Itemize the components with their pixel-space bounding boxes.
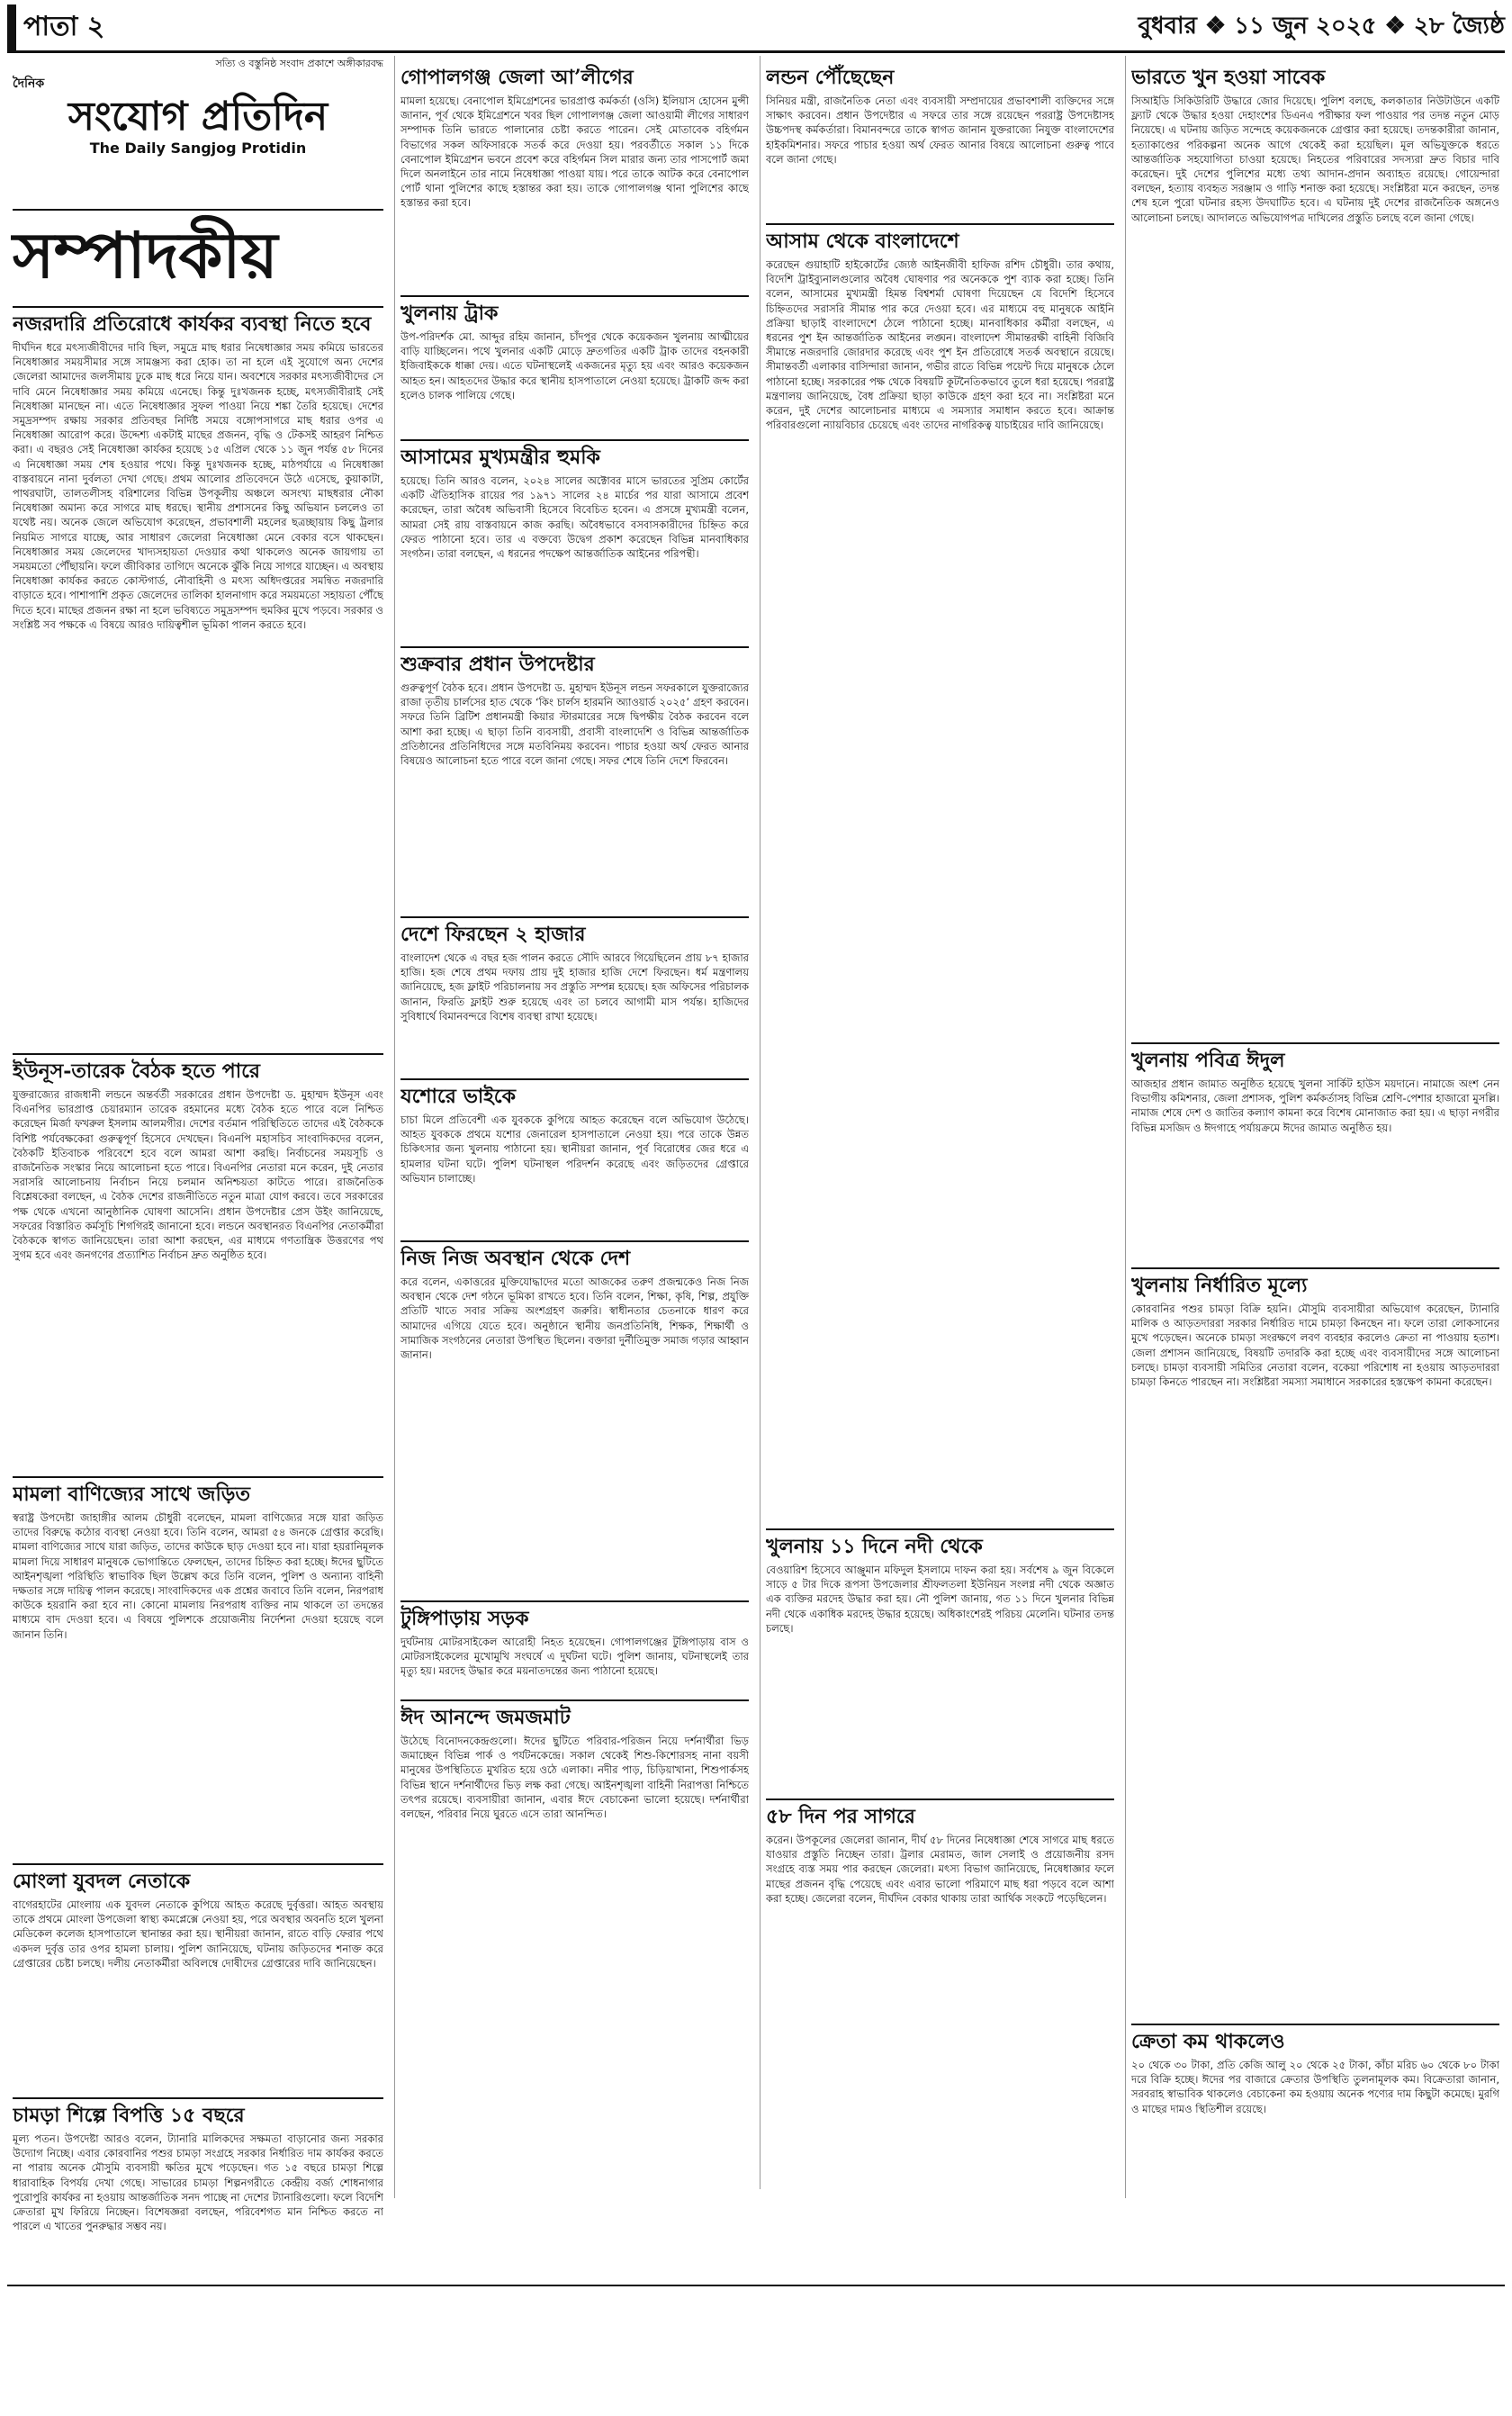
page-header [7, 7, 1505, 47]
article-body: যুক্তরাজ্যের রাজধানী লন্ডনে অন্তর্বর্তী সরকারের প্রধান উপদেষ্টা ড. মুহাম্মদ ইউনূস এবং বিএনপির ভারপ্রাপ্ত চেয়ারম্যান তারেক রহমানের মধ্যে বৈঠক হতে পারে বলে নিশ্চিত করেছেন মির্জা ফখরুল ইসলাম আলমগীর। দেশের বর্তমান পরিস্থিতিতে তাদের এই বৈঠককে বিশিষ্ট পর্যবেক্ষকেরা গুরুত্বপূর্ণ হিসেবে দেখছেন। বিএনপি মহাসচিব সাংবাদিকদের বলেন, বৈঠকটি ইতিবাচক পরিবেশে হবে বলে আমরা আশা করছি। নির্বাচনের সময়সূচি ও রাজনৈতিক সংস্কার নিয়ে আলোচনা হতে পারে। বিএনপির নেতারা মনে করেন, দুই নেতার সরাসরি আলোচনায় নির্বাচন নিয়ে চলমান অনিশ্চয়তা কাটতে পারে। রাজনৈতিক বিশ্লেষকেরা বলছেন, এ বৈঠক দেশের রাজনীতিতে নতুন মাত্রা যোগ করবে। তবে সরকারের পক্ষ থেকে এখনো আনুষ্ঠানিক ঘোষণা আসেনি। প্রধান উপদেষ্টার প্রেস উইং জানিয়েছে, সফরের বিস্তারিত কর্মসূচি শিগগিরই জানানো হবে। লন্ডনে অবস্থানরত বিএনপির নেতাকর্মীরা বৈঠককে স্বাগত জানিয়েছেন। তারা আশা করছেন, এর মাধ্যমে গণতান্ত্রিক উত্তরণের পথ সুগম হবে এবং জনগণের প্রত্যাশিত নির্বাচন দ্রুত অনুষ্ঠিত হবে। [13, 1088, 383, 1262]
article [766, 1793, 1114, 2189]
article [400, 911, 749, 1073]
article-body: চাচা মিলে প্রতিবেশী এক যুবককে কুপিয়ে আহত করেছেন বলে অভিযোগ উঠেছে। আহত যুবককে প্রথমে যশোর জেনারেল হাসপাতালে নেওয়া হয়। পরে তাকে উন্নত চিকিৎসার জন্য খুলনায় পাঠানো হয়। স্থানীয়রা জানান, পূর্ব বিরোধের জের ধরে এ হামলার ঘটনা ঘটে। পুলিশ ঘটনাস্থল পরিদর্শন করেছে এবং জড়িতদের গ্রেপ্তারে অভিযান চালাচ্ছে। [400, 1113, 749, 1185]
article-body: করে বলেন, একাত্তরের মুক্তিযোদ্ধাদের মতো আজকের তরুণ প্রজন্মকেও নিজ নিজ অবস্থান থেকে দেশ গঠনে ভূমিকা রাখতে হবে। তিনি বলেন, শিক্ষা, কৃষি, শিল্প, প্রযুক্তি প্রতিটি খাতে সবার সক্রিয় অংশগ্রহণ জরুরি। স্বাধীনতার চেতনাকে ধারণ করে আমাদের এগিয়ে যেতে হবে। অনুষ্ঠানে স্থানীয় জনপ্রতিনিধি, শিক্ষক, শিক্ষার্থী ও সামাজিক সংগঠনের নেতারা উপস্থিত ছিলেন। বক্তারা দুর্নীতিমুক্ত সমাজ গড়ার আহ্বান জানান। [400, 1276, 749, 1362]
article-body: হয়েছে। তিনি আরও বলেন, ২০২৪ সালের অক্টোবর মাসে ভারতের সুপ্রিম কোর্টের একটি ঐতিহাসিক রায়ের পর ১৯৭১ সালের ২৪ মার্চের পর যারা আসামে প্রবেশ করেছেন, তারা অবৈধ অভিবাসী হিসেবে বিবেচিত হবেন। এ প্রসঙ্গে মুখ্যমন্ত্রী বলেন, আমরা সেই রায় বাস্তবায়নে কাজ করছি। অবৈধভাবে বসবাসকারীদের চিহ্নিত করে ফেরত পাঠানো হবে। তার এ বক্তব্যে উদ্বেগ প্রকাশ করেছেন বিভিন্ন মানবাধিকার সংগঠন। তারা বলছেন, এ ধরনের পদক্ষেপ আন্তর্জাতিক আইনের পরিপন্থী। [400, 474, 749, 561]
article-headline[interactable]: আসামের মুখ্যমন্ত্রীর হুমকি [400, 439, 749, 470]
article [13, 1858, 383, 2092]
article-body: বাংলাদেশ থেকে এ বছর হজ পালন করতে সৌদি আরবে গিয়েছিলেন প্রায় ৮৭ হাজার হাজি। হজ শেষে প্রথম দফায় প্রায় দুই হাজার হাজি দেশে ফিরছেন। ধর্ম মন্ত্রণালয় জানিয়েছে, হজ ফ্লাইট পরিচালনায় সব প্রস্তুতি সম্পন্ন হয়েছে। হজ অফিসের পরিচালক জানান, ফিরতি ফ্লাইট শুরু হয়েছে এবং তা চলবে আগামী মাস পর্যন্ত। হাজিদের সুবিধার্থে বিমানবন্দরে বিশেষ ব্যবস্থা রাখা হয়েছে। [400, 951, 749, 1023]
column-2 [394, 56, 754, 2198]
article-headline[interactable]: শুক্রবার প্রধান উপদেষ্টার [400, 646, 749, 677]
article [400, 56, 749, 290]
article-headline[interactable]: লন্ডন পৌঁছেছেন [766, 66, 895, 89]
masthead-tagline: সত্যি ও বস্তুনিষ্ঠ সংবাদ প্রকাশে অঙ্গীকারবদ্ধ [215, 58, 383, 69]
masthead-english-title: The Daily Sangjog Protidin [89, 140, 307, 157]
article-body: করেন। উপকূলের জেলেরা জানান, দীর্ঘ ৫৮ দিনের নিষেধাজ্ঞা শেষে সাগরে মাছ ধরতে যাওয়ার প্রস্তুতি নিচ্ছেন তারা। ট্রলার মেরামত, জাল সেলাই ও প্রয়োজনীয় রসদ সংগ্রহে ব্যস্ত সময় পার করছেন জেলেরা। মৎস্য বিভাগ জানিয়েছে, নিষেধাজ্ঞার ফলে মাছের প্রজনন বৃদ্ধি পেয়েছে এবং এবার ভালো পরিমাণে মাছ ধরা পড়বে বলে আশা করা হচ্ছে। জেলেরা বলেন, দীর্ঘদিন বেকার থাকায় তারা আর্থিক সংকটে পড়েছিলেন। [766, 1834, 1114, 1905]
article [400, 1235, 749, 1595]
article [400, 641, 749, 911]
article-headline[interactable]: মামলা বাণিজ্যের সাথে জড়িত [13, 1476, 383, 1507]
footer-rule [7, 2285, 1505, 2286]
article-headline[interactable]: ঈদ আনন্দে জমজমাট [400, 1699, 749, 1730]
article-body: দুর্ঘটনায় মোটরসাইকেল আরোহী নিহত হয়েছেন। গোপালগঞ্জের টুঙ্গিপাড়ায় বাস ও মোটরসাইকেলের মুখোমুখি সংঘর্ষে এ দুর্ঘটনা ঘটে। পুলিশ জানায়, ঘটনাস্থলেই তার মৃত্যু হয়। মরদেহ উদ্ধার করে ময়নাতদন্তের জন্য পাঠানো হয়েছে। [400, 1636, 749, 1678]
article-headline[interactable]: টুঙ্গিপাড়ায় সড়ক [400, 1600, 749, 1631]
article [766, 56, 1114, 218]
article-body: করেছেন গুয়াহাটি হাইকোর্টের জ্যেষ্ঠ আইনজীবী হাফিজ রশিদ চৌধুরী। তার কথায়, বিদেশি ট্রাইব্যুনালগুলোর অবৈধ ঘোষণার পর অনেককে পুশ ব্যাক করা হচ্ছে। তিনি বলেন, আসামের মুখ্যমন্ত্রী হিমন্ত বিশ্বশর্মা ঘোষণা দিয়েছেন যে বিদেশি হিসেবে চিহ্নিতদের সরাসরি সীমান্ত পার করে দেওয়া হবে। এর মাধ্যমে বহু মানুষকে আইনি প্রক্রিয়া ছাড়াই বাংলাদেশে ঠেলে পাঠানো হচ্ছে। মানবাধিকার কর্মীরা বলছেন, এ ধরনের পুশ ইন আন্তর্জাতিক আইনের লঙ্ঘন। বাংলাদেশ সীমান্তরক্ষী বাহিনী বিজিবি সীমান্তে নজরদারি জোরদার করেছে এবং পুশ ইন প্রতিরোধে সতর্ক অবস্থানে রয়েছে। সীমান্তবর্তী এলাকার বাসিন্দারা জানান, গভীর রাতে বিভিন্ন পয়েন্ট দিয়ে মানুষকে ঠেলে পাঠানো হচ্ছে। সরকারের পক্ষ থেকে বিষয়টি কূটনৈতিকভাবে তুলে ধরা হয়েছে। পররাষ্ট্র মন্ত্রণালয় জানিয়েছে, বৈধ প্রক্রিয়া ছাড়া কাউকে গ্রহণ করা হবে না। সংশ্লিষ্টরা মনে করেন, দুই দেশের আলোচনার মাধ্যমে এ সমস্যার সমাধান করতে হবে। আক্রান্ত পরিবারগুলো ন্যায়বিচার চেয়েছে এবং তাদের নাগরিকত্ব যাচাইয়ের দাবি জানিয়েছে। [766, 258, 1114, 432]
article [400, 1595, 749, 1694]
article-headline[interactable]: খুলনায় ট্রাক [400, 295, 749, 326]
article-headline[interactable]: খুলনায় পবিত্র ঈদুল [1131, 1042, 1499, 1073]
article [1131, 1037, 1499, 1262]
article-headline[interactable]: নজরদারি প্রতিরোধে কার্যকর ব্যবস্থা নিতে হবে [13, 306, 383, 337]
article-headline[interactable]: গোপালগঞ্জ জেলা আ’লীগের [400, 66, 634, 89]
article-body: স্বরাষ্ট্র উপদেষ্টা জাহাঙ্গীর আলম চৌধুরী বলেছেন, মামলা বাণিজ্যের সঙ্গে যারা জড়িত তাদের বিরুদ্ধে কঠোর ব্যবস্থা নেওয়া হবে। তিনি বলেন, আমরা ৫৪ জনকে গ্রেপ্তার করেছি। মামলা বাণিজ্যের সাথে যারা জড়িত, তাদের কাউকে ছাড় দেওয়া হবে না। যারা হয়রানিমূলক মামলা দিয়ে সাধারণ মানুষকে ভোগান্তিতে ফেলছেন, তাদের চিহ্নিত করা হচ্ছে। ঈদের ছুটিতে আইনশৃঙ্খলা পরিস্থিতি স্বাভাবিক ছিল উল্লেখ করে তিনি বলেন, পুলিশ ও অন্যান্য বাহিনী দক্ষতার সঙ্গে দায়িত্ব পালন করেছে। সাংবাদিকদের এক প্রশ্নের জবাবে তিনি বলেন, নিরপরাধ কাউকে হয়রানি করা হবে না। কোনো মামলায় নিরপরাধ ব্যক্তির নাম থাকলে তা তদন্তের মাধ্যমে বাদ দেওয়া হবে। এ বিষয়ে পুলিশকে প্রয়োজনীয় নির্দেশনা দেওয়া হয়েছে বলে জানান তিনি। [13, 1511, 383, 1641]
article [766, 1523, 1114, 1793]
article-body: উপ-পরিদর্শক মো. আব্দুর রহিম জানান, চাঁদপুর থেকে কয়েকজন খুলনায় আত্মীয়ের বাড়ি যাচ্ছিলেন। পথে খুলনার একটি মোড়ে দ্রুতগতির একটি ট্রাক তাদের বহনকারী ইজিবাইককে ধাক্কা দেয়। এতে ঘটনাস্থলেই একজনের মৃত্যু হয় এবং আরও কয়েকজন আহত হন। আহতদের উদ্ধার করে স্থানীয় হাসপাতালে নেওয়া হয়েছে। ট্রাকটি জব্দ করা হলেও চালক পালিয়ে গেছে। [400, 330, 749, 401]
article-headline[interactable]: ক্রেতা কম থাকলেও [1131, 2024, 1499, 2054]
article-headline[interactable]: আসাম থেকে বাংলাদেশে [766, 223, 1114, 254]
article-headline[interactable]: মোংলা যুবদল নেতাকে [13, 1863, 383, 1894]
article-body: বাগেরহাটের মোংলায় এক যুবদল নেতাকে কুপিয়ে আহত করেছে দুর্বৃত্তরা। আহত অবস্থায় তাকে প্রথমে মোংলা উপজেলা স্বাস্থ্য কমপ্লেক্সে নেওয়া হয়, পরে অবস্থার অবনতি হলে খুলনা মেডিকেল কলেজ হাসপাতালে স্থানান্তর করা হয়। স্থানীয়রা জানান, রাতে বাড়ি ফেরার পথে একদল দুর্বৃত্ত তার ওপর হামলা চালায়। পুলিশ জানিয়েছে, ঘটনায় জড়িতদের শনাক্ত করে গ্রেপ্তারের চেষ্টা চলছে। দলীয় নেতাকর্মীরা অবিলম্বে দোষীদের গ্রেপ্তারের দাবি জানিয়েছেন। [13, 1898, 383, 1970]
header-rule [7, 50, 1505, 53]
article-headline[interactable]: খুলনায় নির্ধারিত মূল্যে [1131, 1267, 1499, 1298]
page-number: পাতা ২ [7, 5, 104, 50]
article [400, 290, 749, 434]
issue-date: বুধবার ❖ ১১ জুন ২০২৫ ❖ ২৮ জ্যৈষ্ঠ [1138, 13, 1505, 40]
article-headline[interactable]: খুলনায় ১১ দিনে নদী থেকে [766, 1528, 1114, 1559]
column-1 [7, 56, 389, 2416]
article-body: সিনিয়র মন্ত্রী, রাজনৈতিক নেতা এবং ব্যবসায়ী সম্প্রদায়ের প্রভাবশালী ব্যক্তিদের সঙ্গে সাক্ষাৎ করবেন। প্রধান উপদেষ্টার এ সফরে তার সঙ্গে রয়েছেন পররাষ্ট্র উপদেষ্টাসহ উচ্চপদস্থ কর্মকর্তারা। বিমানবন্দরে তাকে স্বাগত জানান যুক্তরাজ্যে নিযুক্ত বাংলাদেশের হাইকমিশনার। সফরে পাচার হওয়া অর্থ ফেরত আনার বিষয়ে আলোচনা গুরুত্ব পাবে বলে জানা গেছে। [766, 95, 1114, 166]
column-4 [1125, 56, 1505, 2198]
article [400, 1073, 749, 1235]
article [1131, 1262, 1499, 2018]
article-headline[interactable]: যশোরে ভাইকে [400, 1078, 749, 1109]
masthead-prefix: দৈনিক [13, 77, 45, 91]
article [400, 434, 749, 641]
article [1131, 56, 1499, 1037]
article-headline[interactable]: ৫৮ দিন পর সাগরে [766, 1798, 1114, 1829]
article-body: উঠেছে বিনোদনকেন্দ্রগুলো। ঈদের ছুটিতে পরিবার-পরিজন নিয়ে দর্শনার্থীরা ভিড় জমাচ্ছেন বিভিন্ন পার্ক ও পর্যটনকেন্দ্রে। সকাল থেকেই শিশু-কিশোরসহ নানা বয়সী মানুষের উপস্থিতিতে মুখরিত হয়ে ওঠে এলাকা। নদীর পাড়, চিড়িয়াখানা, শিশুপার্কসহ বিভিন্ন স্থানে দর্শনার্থীদের ভিড় লক্ষ করা গেছে। আইনশৃঙ্খলা বাহিনী নিরাপত্তা নিশ্চিতে তৎপর রয়েছে। ব্যবসায়ীরা জানান, এবার ঈদে বেচাকেনা ভালো হয়েছে। দর্শনার্থীরা বলছেন, পরিবার নিয়ে ঘুরতে এসে তারা আনন্দিত। [400, 1735, 749, 1821]
article-body: ২০ থেকে ৩০ টাকা, প্রতি কেজি আলু ২০ থেকে ২৫ টাকা, কাঁচা মরিচ ৬০ থেকে ৮০ টাকা দরে বিক্রি হচ্ছে। ঈদের পর বাজারে ক্রেতার উপস্থিতি তুলনামূলক কম। বিক্রেতারা জানান, সরবরাহ স্বাভাবিক থাকলেও বেচাকেনা কম হওয়ায় অনেক পণ্যের দাম কিছুটা কমেছে। মুরগি ও মাছের দামও স্থিতিশীল রয়েছে। [1131, 2059, 1499, 2115]
article-headline[interactable]: ভারতে খুন হওয়া সাবেক [1131, 66, 1326, 89]
article [400, 1694, 749, 2198]
article [13, 1048, 383, 1471]
article-body: সিআইডি সিকিউরিটি উদ্ধারে জোর দিয়েছে। পুলিশ বলছে, কলকাতার নিউটাউনে একটি ফ্ল্যাট থেকে উদ্ধার হওয়া দেহাংশের ডিএনএ পরীক্ষার ফল পাওয়ার পর তদন্ত নতুন মোড় নিয়েছে। এ ঘটনায় জড়িত সন্দেহে কয়েকজনকে গ্রেপ্তার করা হয়েছে। তদন্তকারীরা জানান, হত্যাকাণ্ডের পরিকল্পনা অনেক আগে থেকেই করা হয়েছিল। মূল অভিযুক্তকে ধরতে আন্তর্জাতিক সহযোগিতা চাওয়া হয়েছে। নিহতের পরিবারের সদস্যরা দ্রুত বিচার দাবি করেছেন। দুই দেশের পুলিশের মধ্যে তথ্য আদান-প্রদান অব্যাহত রয়েছে। গোয়েন্দারা বলছেন, হত্যায় ব্যবহৃত সরঞ্জাম ও গাড়ি শনাক্ত করা হয়েছে। সংশ্লিষ্টরা মনে করছেন, তদন্ত শেষ হলে পুরো ঘটনার রহস্য উদঘাটিত হবে। এ ঘটনায় দুই দেশের রাজনৈতিক অঙ্গনেও আলোচনা চলছে। আদালতে অভিযোগপত্র দাখিলের প্রস্তুতি চলছে বলে জানা গেছে। [1131, 95, 1499, 224]
masthead [13, 56, 383, 211]
article-body: দীর্ঘদিন ধরে মৎস্যজীবীদের দাবি ছিল, সমুদ্রে মাছ ধরার নিষেধাজ্ঞার সময় কমিয়ে ভারতের নিষেধাজ্ঞার সময়সীমার সঙ্গে সামঞ্জস্য করা হোক। তা না হলে এই সুযোগে অন্য দেশের জেলেরা আমাদের জলসীমায় ঢুকে মাছ ধরে নিয়ে যান। অবশেষে সরকার মৎস্যজীবীদের সে দাবি মেনে নিষেধাজ্ঞার সময় কমিয়ে এনেছে। কিন্তু দুঃখজনক হচ্ছে, মৎস্যজীবীরাই সেই নিষেধাজ্ঞা মানছেন না। এতে নিষেধাজ্ঞার সুফল পাওয়া নিয়ে শঙ্কা তৈরি হয়েছে। দেশের সমুদ্রসম্পদ রক্ষায় সরকার প্রতিবছর নির্দিষ্ট সময়ে বঙ্গোপসাগরে মাছ ধরার ওপর এ নিষেধাজ্ঞা আরোপ করে। উদ্দেশ্য একটাই মাছের প্রজনন, বৃদ্ধি ও টেকসই আহরণ নিশ্চিত করা। এ বছরও সেই নিষেধাজ্ঞা কার্যকর হয়েছে ১৫ এপ্রিল থেকে ১১ জুন পর্যন্ত ৫৮ দিনের এ নিষেধাজ্ঞা সময় শেষ হওয়ার পথে। কিন্তু দুঃখজনক হচ্ছে, মাঠপর্যায়ে এ নিষেধাজ্ঞা বাস্তবায়নে নানা দুর্বলতা দেখা গেছে। প্রথম আলোর প্রতিবেদনে উঠে এসেছে, কুয়াকাটা, পাথরঘাটা, তালতলীসহ বরিশালের বিভিন্ন উপকূলীয় অঞ্চলে অসংখ্য মাছধরার নৌকা নিষেধাজ্ঞা অমান্য করে সাগরে মাছ ধরছে। স্থানীয় প্রশাসনের কিছু অভিযান চললেও তা যথেষ্ট নয়। অনেক জেলে অভিযোগ করেছেন, প্রভাবশালী মহলের ছত্রচ্ছায়ায় কিছু ট্রলার নিয়মিত সাগরে যাচ্ছে, আর সাধারণ জেলেরা নিষেধাজ্ঞা মেনে বেকার বসে থাকছেন। নিষেধাজ্ঞার সময় জেলেদের খাদ্যসহায়তা দেওয়ার কথা থাকলেও অনেক জায়গায় তা সময়মতো পৌঁছায়নি। ফলে জীবিকার তাগিদে অনেকে ঝুঁকি নিয়ে সাগরে যাচ্ছেন। এ অবস্থায় নিষেধাজ্ঞা কার্যকর করতে কোস্টগার্ড, নৌবাহিনী ও মৎস্য অধিদপ্তরের সমন্বিত নজরদারি বাড়াতে হবে। পাশাপাশি প্রকৃত জেলেদের তালিকা হালনাগাদ করে সময়মতো সহায়তা পৌঁছে দিতে হবে। মাছের প্রজনন রক্ষা না হলে ভবিষ্যতে সমুদ্রসম্পদ হুমকির মুখে পড়বে। সরকার ও সংশ্লিষ্ট সব পক্ষকে এ বিষয়ে আরও দায়িত্বশীল ভূমিকা পালন করতে হবে। [13, 341, 383, 631]
article-headline[interactable]: চামড়া শিল্পে বিপত্তি ১৫ বছরে [13, 2097, 383, 2128]
article-body: মামলা হয়েছে। বেনাপোল ইমিগ্রেশনের ভারপ্রাপ্ত কর্মকর্তা (ওসি) ইলিয়াস হোসেন মুন্সী জানান, পূর্ব থেকে ইমিগ্রেশনে খবর ছিল গোপালগঞ্জ জেলা আওয়ামী লীগের সাধারণ সম্পাদক তিনি ভারতে পালানোর চেষ্টা করতে পারেন। সেই মোতাবেক বহির্গমন বিভাগের সকল অফিসারকে সতর্ক করে দেওয়া হয়। পরবর্তীতে সকাল ১১ দিকে বেনাপোল ইমিগ্রেশন ভবনে প্রবেশ করে বহির্গমন সিল মারার জন্য তার পাসপোর্ট জমা দিলে অনলাইনে তার নামে নিষেধাজ্ঞা পাওয়া যায়। পরে তাকে আটক করে বেনাপোল পোর্ট থানা পুলিশের কাছে হস্তান্তর করা হয়। তাকে গোপালগঞ্জ থানা পুলিশের কাছে হস্তান্তর করা হবে। [400, 95, 749, 210]
article-body: বেওয়ারিশ হিসেবে আঞ্জুমান মফিদুল ইসলামে দাফন করা হয়। সর্বশেষ ৯ জুন বিকেলে সাড়ে ৫ টার দিকে রূপসা উপজেলার শ্রীফলতলা ইউনিয়ন সংলগ্ন নদী থেকে অজ্ঞাত এক ব্যক্তির মরদেহ উদ্ধার করা হয়। নৌ পুলিশ জানায়, গত ১১ দিনে খুলনার বিভিন্ন নদী থেকে একাধিক মরদেহ উদ্ধার হয়েছে। অধিকাংশেরই পরিচয় মেলেনি। ঘটনার তদন্ত চলছে। [766, 1564, 1114, 1635]
article [13, 1471, 383, 1858]
article-headline[interactable]: দেশে ফিরছেন ২ হাজার [400, 916, 749, 947]
editorial-section-title: সম্পাদকীয় [13, 218, 278, 293]
article-body: আজহার প্রধান জামাত অনুষ্ঠিত হয়েছে খুলনা সার্কিট হাউস ময়দানে। নামাজে অংশ নেন বিভাগীয় কমিশনার, জেলা প্রশাসক, পুলিশ কর্মকর্তাসহ বিভিন্ন শ্রেণি-পেশার হাজারো মুসল্লি। নামাজ শেষে দেশ ও জাতির কল্যাণ কামনা করে বিশেষ মোনাজাত করা হয়। এ ছাড়া নগরীর বিভিন্ন মসজিদ ও ঈদগাহে পর্যায়ক্রমে ঈদের জামাত অনুষ্ঠিত হয়। [1131, 1077, 1499, 1134]
article [13, 2092, 383, 2416]
article-headline[interactable]: নিজ নিজ অবস্থান থেকে দেশ [400, 1240, 749, 1271]
article-body: মূল্য পতন। উপদেষ্টা আরও বলেন, ট্যানারি মালিকদের সক্ষমতা বাড়ানোর জন্য সরকার উদ্যোগ নিচ্ছে। এবার কোরবানির পশুর চামড়া সংগ্রহে সরকার নির্ধারিত দাম কার্যকর করতে না পারায় অনেক মৌসুমি ব্যবসায়ী ক্ষতির মুখে পড়েছেন। গত ১৫ বছরে চামড়া শিল্পে ধারাবাহিক বিপর্যয় দেখা গেছে। সাভারের চামড়া শিল্পনগরীতে কেন্দ্রীয় বর্জ্য শোধনাগার পুরোপুরি কার্যকর না হওয়ায় আন্তর্জাতিক সনদ পাচ্ছে না দেশের ট্যানারিগুলো। ফলে বিদেশি ক্রেতারা মুখ ফিরিয়ে নিচ্ছেন। বিশেষজ্ঞরা বলছেন, পরিবেশগত মান নিশ্চিত করতে না পারলে এ খাতের পুনরুদ্ধার সম্ভব নয়। [13, 2132, 383, 2233]
article [1131, 2018, 1499, 2198]
article-body: কোরবানির পশুর চামড়া বিক্রি হয়নি। মৌসুমি ব্যবসায়ীরা অভিযোগ করেছেন, ট্যানারি মালিক ও আড়তদাররা সরকার নির্ধারিত দামে চামড়া কিনছেন না। ফলে তারা লোকসানের মুখে পড়েছেন। অনেকে চামড়া সংরক্ষণে লবণ ব্যবহার করলেও ক্রেতা না পাওয়ায় হতাশ। জেলা প্রশাসন জানিয়েছে, বিষয়টি তদারকি করা হচ্ছে এবং ব্যবসায়ীদের সঙ্গে আলোচনা চলছে। চামড়া ব্যবসায়ী সমিতির নেতারা বলেন, বকেয়া পরিশোধ না হওয়ায় আড়তদাররা চামড়া কিনতে পারছেন না। সংশ্লিষ্টরা সমস্যা সমাধানে সরকারের হস্তক্ষেপ কামনা করেছেন। [1131, 1303, 1499, 1389]
article [766, 218, 1114, 1523]
article [13, 301, 383, 1048]
column-3 [760, 56, 1120, 2189]
article-body: গুরুত্বপূর্ণ বৈঠক হবে। প্রধান উপদেষ্টা ড. মুহাম্মদ ইউনূস লন্ডন সফরকালে যুক্তরাজ্যের রাজা তৃতীয় চার্লসের হাত থেকে ‘কিং চার্লস হারমনি অ্যাওয়ার্ড ২০২৫’ গ্রহণ করবেন। সফরে তিনি ব্রিটিশ প্রধানমন্ত্রী কিয়ার স্টারমারের সঙ্গে দ্বিপক্ষীয় বৈঠক করবেন বলে আশা করা হচ্ছে। এ ছাড়া তিনি ব্যবসায়ী, প্রবাসী বাংলাদেশি ও বিভিন্ন আন্তর্জাতিক প্রতিষ্ঠানের প্রতিনিধিদের সঙ্গে মতবিনিময় করবেন। পাচার হওয়া অর্থ ফেরত আনার বিষয়েও আলোচনা হতে পারে বলে জানা গেছে। সফর শেষে তিনি দেশে ফিরবেন। [400, 681, 749, 768]
masthead-title: সংযোগ প্রতিদিন [68, 94, 328, 140]
article-headline[interactable]: ইউনূস-তারেক বৈঠক হতে পারে [13, 1053, 383, 1084]
